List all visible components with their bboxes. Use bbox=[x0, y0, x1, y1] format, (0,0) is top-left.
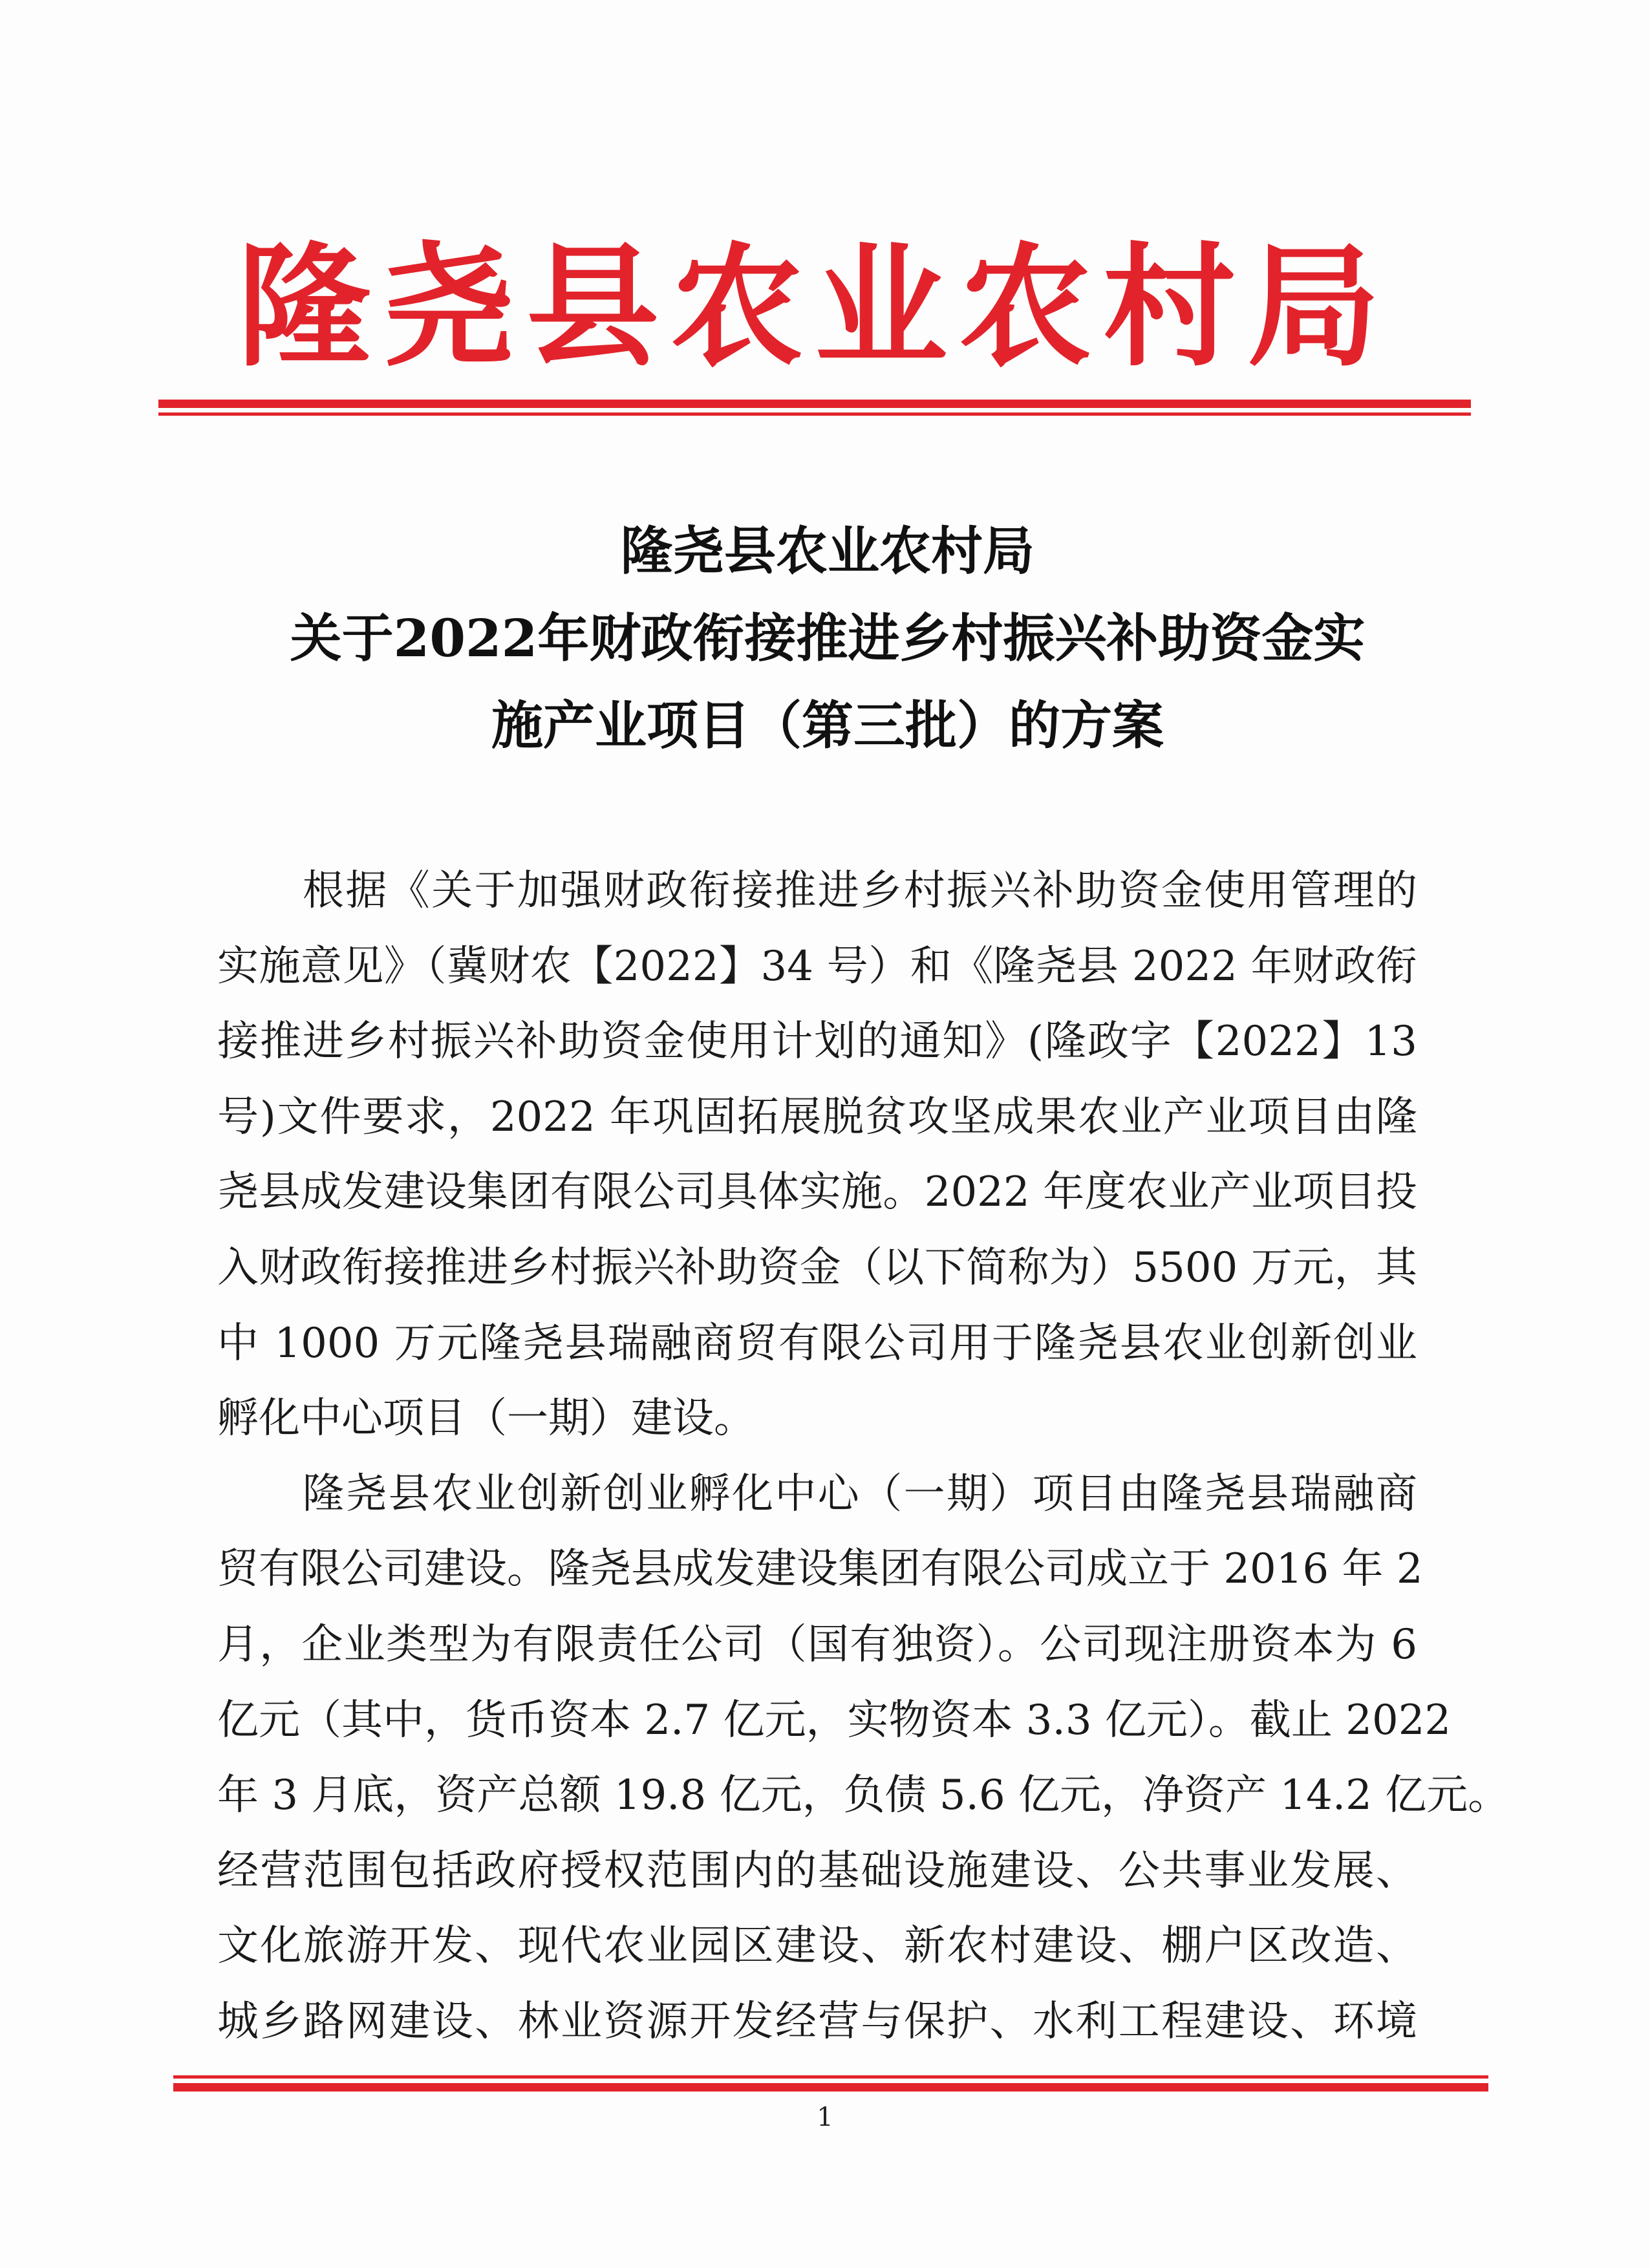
body-line: 号)文件要求，2022 年巩固拓展脱贫攻坚成果农业产业项目由隆 bbox=[217, 1093, 1417, 1141]
body-line: 根据《关于加强财政衔接推进乡村振兴补助资金使用管理的 bbox=[303, 867, 1417, 915]
body-line: 文化旅游开发、现代农业园区建设、新农村建设、棚户区改造、 bbox=[217, 1922, 1417, 1971]
body-line: 隆尧县农业创新创业孵化中心（一期）项目由隆尧县瑞融商 bbox=[303, 1470, 1417, 1518]
document-body bbox=[217, 853, 1510, 2060]
body-line: 孵化中心项目（一期）建设。 bbox=[217, 1395, 755, 1443]
document-title-line-2: 关于2022年财政衔接推进乡村振兴补助资金实 bbox=[290, 608, 1366, 669]
body-line: 贸有限公司建设。隆尧县成发建设集团有限公司成立于 2016 年 2 bbox=[217, 1545, 1423, 1594]
body-line: 月，企业类型为有限责任公司（国有独资）。公司现注册资本为 6 bbox=[217, 1620, 1417, 1669]
paragraph-2 bbox=[217, 1457, 1510, 2060]
footer-red-rule-thin bbox=[173, 2075, 1488, 2079]
paragraph-1 bbox=[217, 853, 1417, 1457]
body-line: 城乡路网建设、林业资源开发经营与保护、水利工程建设、环境 bbox=[217, 1997, 1417, 2046]
document-title-line-3: 施产业项目（第三批）的方案 bbox=[491, 695, 1164, 756]
agency-masthead: 隆尧县农业农村局 bbox=[238, 230, 1391, 385]
footer-red-rule-thick bbox=[173, 2083, 1488, 2091]
body-line: 尧县成发建设集团有限公司具体实施。2022 年度农业产业项目投 bbox=[217, 1168, 1417, 1217]
body-line: 实施意见》（冀财农【2022】34 号）和《隆尧县 2022 年财政衔 bbox=[217, 942, 1417, 990]
body-line: 经营范围包括政府授权范围内的基础设施建设、公共事业发展、 bbox=[217, 1846, 1417, 1895]
header-red-rule-thick bbox=[158, 400, 1471, 408]
page-number: 1 bbox=[817, 2102, 833, 2132]
body-line: 年 3 月底，资产总额 19.8 亿元，负债 5.6 亿元，净资产 14.2 亿元。 bbox=[217, 1771, 1510, 1820]
document-title-line-1: 隆尧县农业农村局 bbox=[621, 520, 1034, 581]
body-line: 入财政衔接推进乡村振兴补助资金（以下简称为）5500 万元，其 bbox=[217, 1243, 1417, 1292]
body-line: 亿元（其中，货币资本 2.7 亿元，实物资本 3.3 亿元）。截止 2022 bbox=[217, 1696, 1452, 1744]
header-red-rule-thin bbox=[158, 412, 1471, 416]
body-line: 中 1000 万元隆尧县瑞融商贸有限公司用于隆尧县农业创新创业 bbox=[217, 1319, 1417, 1367]
body-line: 接推进乡村振兴补助资金使用计划的通知》(隆政字【2022】13 bbox=[217, 1018, 1417, 1066]
